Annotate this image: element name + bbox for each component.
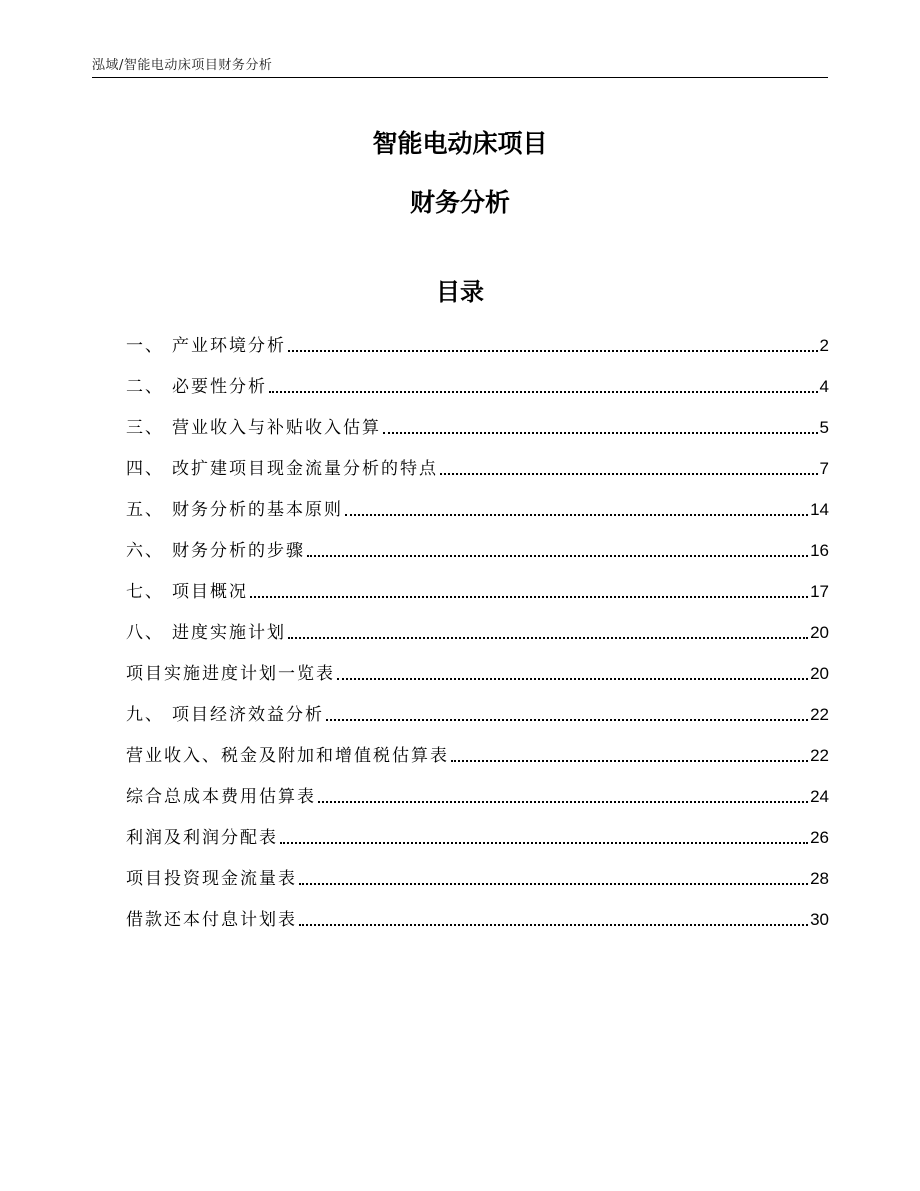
toc-dot-leader — [280, 842, 808, 844]
toc-dot-leader — [337, 678, 808, 680]
toc-dot-leader — [288, 350, 818, 352]
toc-entry-label: 项目实施进度计划一览表 — [126, 664, 335, 684]
toc-entry-label: 借款还本付息计划表 — [126, 910, 297, 930]
toc-entry-page: 20 — [810, 664, 829, 683]
toc-dot-leader — [345, 514, 808, 516]
toc-entry[interactable] — [126, 693, 829, 734]
toc-entry-number: 二、 — [126, 377, 164, 397]
toc-entry[interactable] — [126, 734, 829, 775]
toc-entry-number: 四、 — [126, 459, 164, 479]
toc-entry[interactable] — [126, 365, 829, 406]
toc-entry-page: 17 — [810, 582, 829, 601]
toc-entry[interactable] — [126, 529, 829, 570]
toc-dot-leader — [451, 760, 808, 762]
toc-dot-leader — [440, 473, 818, 475]
toc-entry-page: 30 — [810, 910, 829, 929]
toc-entry-label: 产业环境分析 — [172, 336, 286, 356]
toc-entry-number: 三、 — [126, 418, 164, 438]
toc-entry[interactable] — [126, 570, 829, 611]
toc-dot-leader — [288, 637, 808, 639]
toc-entry-number: 五、 — [126, 500, 164, 520]
toc-entry-page: 5 — [819, 418, 829, 437]
toc-entry-page: 4 — [819, 377, 829, 396]
document-subtitle: 财务分析 — [409, 188, 510, 217]
toc-entry[interactable] — [126, 447, 829, 488]
toc-entry-label: 营业收入与补贴收入估算 — [172, 418, 381, 438]
toc-entry[interactable] — [126, 898, 829, 939]
toc-dot-leader — [299, 924, 808, 926]
toc-dot-leader — [326, 719, 808, 721]
toc-dot-leader — [307, 555, 808, 557]
toc-entry[interactable] — [126, 652, 829, 693]
toc-entry-page: 24 — [810, 787, 829, 806]
toc-entry[interactable] — [126, 406, 829, 447]
toc-entry[interactable] — [126, 816, 829, 857]
toc-entry-number: 一、 — [126, 336, 164, 356]
toc-entry[interactable] — [126, 775, 829, 816]
running-header: 泓域/智能电动床项目财务分析 — [92, 58, 273, 73]
toc-entry-number: 九、 — [126, 705, 164, 725]
toc-entry[interactable] — [126, 611, 829, 652]
toc-entry-page: 2 — [819, 336, 829, 355]
header-rule — [92, 77, 828, 78]
toc-entry-label: 营业收入、税金及附加和增值税估算表 — [126, 746, 449, 766]
toc-entry-label: 必要性分析 — [172, 377, 267, 397]
toc-entry-page: 16 — [810, 541, 829, 560]
toc-entry-page: 26 — [810, 828, 829, 847]
table-of-contents — [126, 324, 829, 939]
toc-entry-label: 项目投资现金流量表 — [126, 869, 297, 889]
toc-entry-number: 七、 — [126, 582, 164, 602]
toc-heading: 目录 — [436, 278, 484, 306]
toc-dot-leader — [250, 596, 808, 598]
toc-entry-label: 项目概况 — [172, 582, 248, 602]
toc-entry-label: 进度实施计划 — [172, 623, 286, 643]
toc-dot-leader — [269, 391, 818, 393]
toc-entry-label: 改扩建项目现金流量分析的特点 — [172, 459, 438, 479]
toc-entry-page: 22 — [810, 705, 829, 724]
toc-entry-page: 22 — [810, 746, 829, 765]
toc-entry-number: 六、 — [126, 541, 164, 561]
toc-entry-number: 八、 — [126, 623, 164, 643]
toc-entry-page: 20 — [810, 623, 829, 642]
document-title: 智能电动床项目 — [372, 129, 548, 158]
toc-entry[interactable] — [126, 488, 829, 529]
toc-entry[interactable] — [126, 857, 829, 898]
toc-entry-label: 利润及利润分配表 — [126, 828, 278, 848]
toc-entry-label: 综合总成本费用估算表 — [126, 787, 316, 807]
toc-dot-leader — [383, 432, 818, 434]
toc-entry[interactable] — [126, 324, 829, 365]
toc-entry-page: 7 — [819, 459, 829, 478]
toc-dot-leader — [318, 801, 808, 803]
toc-entry-label: 财务分析的基本原则 — [172, 500, 343, 520]
toc-entry-page: 14 — [810, 500, 829, 519]
toc-entry-label: 财务分析的步骤 — [172, 541, 305, 561]
toc-entry-page: 28 — [810, 869, 829, 888]
toc-dot-leader — [299, 883, 808, 885]
toc-entry-label: 项目经济效益分析 — [172, 705, 324, 725]
